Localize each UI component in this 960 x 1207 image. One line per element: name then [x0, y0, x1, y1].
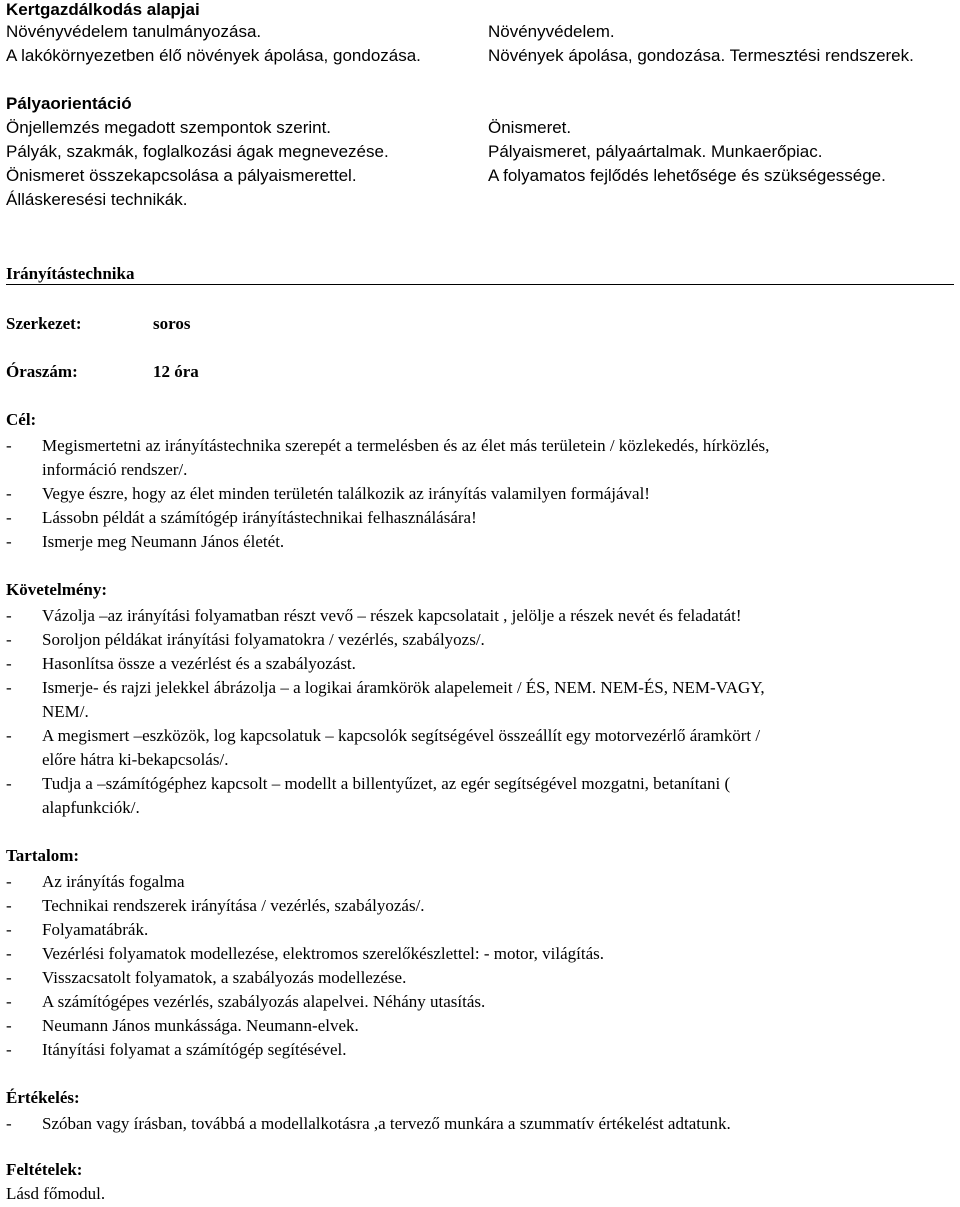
kovetelmeny-heading: Követelmény: [6, 580, 108, 599]
text-line: A lakókörnyezetben élő növények ápolása, gondozása. [6, 46, 421, 65]
dash-bullet: - [6, 630, 12, 649]
text-line: Pályaismeret, pályaártalmak. Munkaerőpiac. [488, 142, 823, 161]
text-line: Növényvédelem. [488, 22, 615, 41]
szerkezet-label: Szerkezet: [6, 314, 82, 333]
section-heading-palyaorientacio: Pályaorientáció [6, 94, 132, 113]
dash-bullet: - [6, 872, 12, 891]
cel-heading: Cél: [6, 410, 37, 429]
dash-bullet: - [6, 484, 12, 503]
dash-bullet: - [6, 678, 12, 697]
text-line: Önismeret. [488, 118, 572, 137]
oraszam-label: Óraszám: [6, 362, 78, 381]
dash-bullet: - [6, 968, 12, 987]
feltetelek-heading: Feltételek: [6, 1160, 83, 1179]
dash-bullet: - [6, 992, 12, 1011]
text-line: Álláskeresési technikák. [6, 190, 188, 209]
dash-bullet: - [6, 1016, 12, 1035]
dash-bullet: - [6, 726, 12, 745]
text-line: A folyamatos fejlődés lehetősége és szükségessége. [488, 166, 886, 185]
module-title: Irányítástechnika [6, 264, 135, 283]
text-line: Növények ápolása, gondozása. Termesztési rendszerek. [488, 46, 914, 65]
dash-bullet: - [6, 436, 12, 455]
dash-bullet: - [6, 1114, 12, 1133]
dash-bullet: - [6, 896, 12, 915]
text-line: Önismeret összekapcsolása a pályaismerettel. [6, 166, 357, 185]
ertekeles-heading: Értékelés: [6, 1088, 80, 1107]
dash-bullet: - [6, 774, 12, 793]
dash-bullet: - [6, 1040, 12, 1059]
dash-bullet: - [6, 606, 12, 625]
feltetelek-text: Lásd főmodul. [6, 1184, 106, 1203]
oraszam-value: 12 óra [153, 362, 199, 381]
dash-bullet: - [6, 532, 12, 551]
text-line: Növényvédelem tanulmányozása. [6, 22, 262, 41]
szerkezet-value: soros [153, 314, 191, 333]
text-line: Pályák, szakmák, foglalkozási ágak megnevezése. [6, 142, 389, 161]
dash-bullet: - [6, 944, 12, 963]
tartalom-heading: Tartalom: [6, 846, 80, 865]
dash-bullet: - [6, 508, 12, 527]
dash-bullet: - [6, 654, 12, 673]
dash-bullet: - [6, 920, 12, 939]
text-line: Önjellemzés megadott szempontok szerint. [6, 118, 332, 137]
section-heading-kertgazdalkodas: Kertgazdálkodás alapjai [6, 0, 200, 19]
title-rule [6, 284, 954, 285]
